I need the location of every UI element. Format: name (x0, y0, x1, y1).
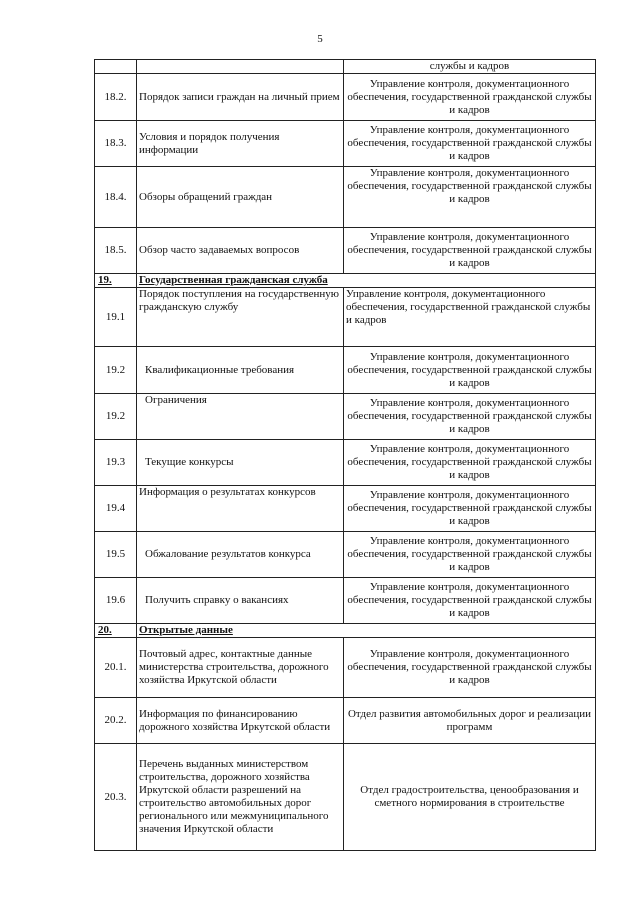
row-responsible: Управление контроля, документационного обеспечения, государственной гражданской службы и кадров (344, 228, 596, 274)
table-row (95, 440, 596, 486)
table-row (95, 532, 596, 578)
row-number: 20.2. (95, 698, 137, 744)
row-number: 19.2 (95, 394, 137, 440)
row-responsible: Управление контроля, документационного обеспечения, государственной гражданской службы и кадров (344, 532, 596, 578)
row-number: 19.2 (95, 347, 137, 394)
table-row (95, 578, 596, 624)
section-row (95, 274, 596, 288)
row-title: Обзоры обращений граждан (137, 167, 344, 228)
row-number: 18.3. (95, 121, 137, 167)
section-title: Открытые данные (137, 624, 596, 638)
row-responsible: Управление контроля, документационного обеспечения, государственной гражданской службы и кадров (344, 486, 596, 532)
row-responsible: Управление контроля, документационного обеспечения, государственной гражданской службы и кадров (344, 440, 596, 486)
row-title: Информация о результатах конкурсов (137, 486, 344, 532)
row-responsible: Управление контроля, документационного обеспечения, государственной гражданской службы и кадров (344, 638, 596, 698)
row-number: 18.2. (95, 74, 137, 121)
row-number: 20.3. (95, 744, 137, 851)
row-number: 19.5 (95, 532, 137, 578)
row-number: 19.4 (95, 486, 137, 532)
row-title: Порядок записи граждан на личный прием (137, 74, 344, 121)
row-responsible: службы и кадров (344, 60, 596, 74)
row-responsible: Управление контроля, документационного обеспечения, государственной гражданской службы и кадров (344, 394, 596, 440)
row-title: Обжалование результатов конкурса (137, 532, 344, 578)
row-number: 19.1 (95, 288, 137, 347)
row-title: Перечень выданных министерством строительства, дорожного хозяйства Иркутской области разрешений на строительство автомобильных дорог регионального или межмуниципального значения Иркутской области (137, 744, 344, 851)
row-number: 18.4. (95, 167, 137, 228)
row-number: 20.1. (95, 638, 137, 698)
row-responsible: Управление контроля, документационного обеспечения, государственной гражданской службы и кадров (344, 347, 596, 394)
page-number: 5 (317, 33, 323, 45)
row-number: 18.5. (95, 228, 137, 274)
table-row (95, 74, 596, 121)
row-title (137, 60, 344, 74)
row-title: Получить справку о вакансиях (137, 578, 344, 624)
row-responsible: Управление контроля, документационного обеспечения, государственной гражданской службы и кадров (344, 121, 596, 167)
row-responsible: Управление контроля, документационного обеспечения, государственной гражданской службы и кадров (344, 167, 596, 228)
row-responsible: Управление контроля, документационного обеспечения, государственной гражданской службы и кадров (344, 288, 596, 347)
section-number: 19. (95, 274, 137, 288)
section-title: Государственная гражданская служба (137, 274, 596, 288)
row-number: 19.3 (95, 440, 137, 486)
row-title: Информация по финансированию дорожного хозяйства Иркутской области (137, 698, 344, 744)
row-number: 19.6 (95, 578, 137, 624)
row-title: Условия и порядок получения информации (137, 121, 344, 167)
table-row (95, 394, 596, 440)
row-responsible: Отдел градостроительства, ценообразования и сметного нормирования в строительстве (344, 744, 596, 851)
table-row (95, 638, 596, 698)
row-title: Квалификационные требования (137, 347, 344, 394)
row-title: Обзор часто задаваемых вопросов (137, 228, 344, 274)
table-row (95, 744, 596, 851)
row-title: Текущие конкурсы (137, 440, 344, 486)
row-responsible: Отдел развития автомобильных дорог и реализации программ (344, 698, 596, 744)
table-row (95, 698, 596, 744)
section-row (95, 624, 596, 638)
row-responsible: Управление контроля, документационного обеспечения, государственной гражданской службы и кадров (344, 578, 596, 624)
row-title: Порядок поступления на государственную гражданскую службу (137, 288, 344, 347)
row-title: Ограничения (137, 394, 344, 440)
table-row (95, 486, 596, 532)
table-row (95, 60, 596, 74)
row-title: Почтовый адрес, контактные данные министерства строительства, дорожного хозяйства Иркутской области (137, 638, 344, 698)
table-row (95, 347, 596, 394)
services-table (94, 59, 596, 851)
table-row (95, 121, 596, 167)
row-number (95, 60, 137, 74)
table-row (95, 228, 596, 274)
row-responsible: Управление контроля, документационного обеспечения, государственной гражданской службы и кадров (344, 74, 596, 121)
table-row (95, 288, 596, 347)
table-row (95, 167, 596, 228)
section-number: 20. (95, 624, 137, 638)
